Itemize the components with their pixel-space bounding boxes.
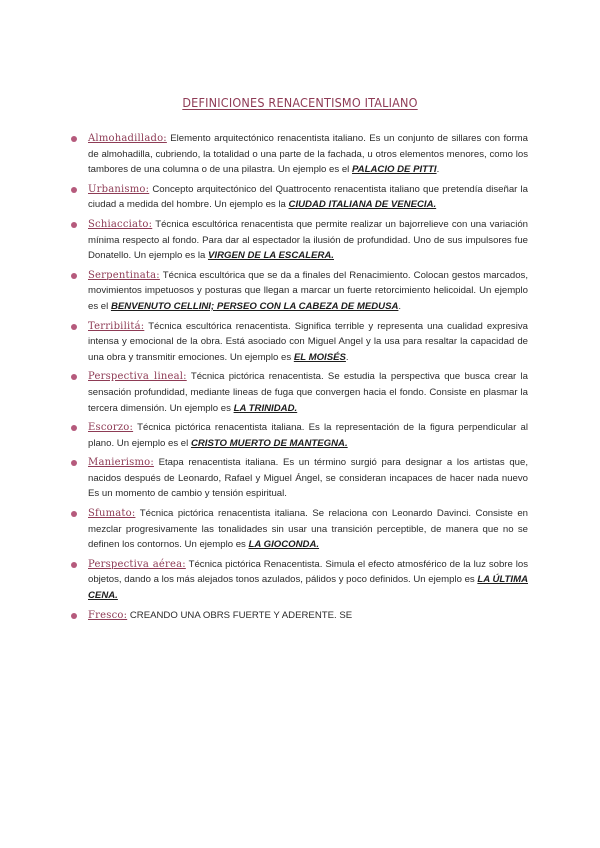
definition-example: EL MOISÉS (293, 351, 346, 363)
definition-example: VIRGEN DE LA ESCALERA. (208, 250, 334, 262)
definition-after: . (436, 164, 440, 176)
definition-text: Técnica escultórica renacentista que permite realizar un bajorrelieve con una variación mínima respecto al fondo. Para dar al espectador la ilusión de profundidad. Uno de sus impulsores fue Donatello. Un ejemplo es la (88, 218, 528, 262)
definition-item (88, 455, 528, 502)
definition-item (88, 131, 528, 178)
definition-item (88, 420, 528, 451)
definition-text: Técnica pictórica renacentista italiana. Es la representación de la figura perpendicular al plano. Un ejemplo es el (88, 422, 528, 449)
bullet-icon (71, 460, 77, 466)
definition-text: Elemento arquitectónico renacentista italiano. Es un conjunto de sillares con forma de almohadilla, cubriendo, la totalidad o una parte de la fachada, u otros elementos menores, como los tambores de una columna o de una pilastra. Un ejemplo es el (88, 133, 528, 176)
definition-text: Técnica pictórica Renacentista. Simula el efecto atmosférico de la luz sobre los objetos, dando a los más alejados tonos azulados, pálidos y poco definidos. Un ejemplo es (88, 558, 529, 586)
definition-term: Terribilitá: (88, 320, 145, 332)
definition-item (88, 182, 528, 213)
definition-term: Escorzo: (88, 422, 134, 434)
definition-item (88, 268, 528, 315)
bullet-icon (71, 425, 77, 431)
definition-term: Perspectiva lineal: (88, 371, 187, 383)
definition-text: Técnica pictórica renacentista italiana. Se relaciona con Leonardo Davinci. Consiste en mezclar progresivamente las tonalidades sin usar una transición perceptible, de manera que no se definen los contornos. Un ejemplo es (88, 508, 528, 551)
definition-term: Manierismo: (88, 457, 154, 469)
definition-example: CIUDAD ITALIANA DE VENECIA. (288, 199, 437, 211)
definition-term: Serpentinata: (88, 269, 160, 281)
bullet-icon (71, 136, 77, 142)
bullet-icon (71, 511, 77, 517)
definition-example: LA TRINIDAD. (233, 402, 298, 414)
definition-term: Sfumato: (88, 508, 136, 520)
bullet-icon (71, 324, 77, 330)
bullet-icon (71, 273, 77, 279)
definition-text: Técnica pictórica renacentista. Se estudia la perspectiva que busca crear la sensación profundidad, mediante lineas de fuga que convergen hacia el fondo. Consiste en plasmar la tercera dimensión. Un ejemplo es (88, 371, 528, 414)
definition-after: . (398, 300, 402, 312)
definition-item (88, 608, 528, 624)
definition-item (88, 557, 528, 604)
definition-item (88, 506, 528, 553)
definition-item (88, 369, 528, 416)
definition-term: Almohadillado: (88, 133, 167, 144)
definition-example: PALACIO DE PITTI (351, 164, 437, 176)
bullet-icon (71, 374, 77, 380)
bullet-icon (71, 562, 77, 568)
bullet-icon (71, 187, 77, 193)
definition-term: Perspectiva aérea: (88, 558, 186, 570)
definition-text: Técnica escultórica renacentista. Significa terrible y representa una cualidad expresiva intensa y emocional de la obra. Está asociado con Miguel Angel y la usa para resaltar la capacidad de una obra y transmitir emociones. Un ejemplo es (88, 320, 528, 363)
definition-text: Etapa renacentista italiana. Es un término surgió para designar a los artistas que, nacidos después de Leonardo, Rafael y Miguel Ángel, se consideran incapaces de hacer nada nuevo Es un momento de cambio y tensión espiritual. (88, 457, 528, 500)
page-title: DEFINICIONES RENACENTISMO ITALIANO (182, 95, 418, 110)
definition-text: CREANDO UNA OBRS FUERTE Y ADERENTE. SE (127, 609, 353, 621)
definition-example: CRISTO MUERTO DE MANTEGNA. (190, 437, 348, 449)
bullet-icon (71, 222, 77, 228)
definition-item (88, 217, 528, 264)
definitions-list (88, 131, 528, 623)
definition-example: LA ÚLTIMA CENA. (88, 574, 528, 602)
definition-item (88, 319, 528, 366)
definition-term: Urbanismo: (88, 183, 150, 195)
definition-after: . (345, 351, 349, 363)
definition-text: Técnica escultórica que se da a finales del Renacimiento. Colocan gestos marcados, movimientos impetuosos y posturas que llegan a marcar un fuerte retorcimiento helicoidal. Un ejemplo es el (88, 269, 528, 312)
definition-text: Concepto arquitectónico del Quattrocento renacentista italiano que pretendía diseñar la ciudad a medida del hombre. Un ejemplo es la (88, 183, 528, 211)
definition-term: Schiacciato: (88, 218, 153, 230)
definition-term: Fresco: (88, 609, 128, 621)
definition-example: BENVENUTO CELLINI; PERSEO CON LA CABEZA DE MEDUSA (110, 300, 399, 312)
bullet-icon (71, 613, 77, 619)
definition-example: LA GIOCONDA. (248, 539, 320, 551)
